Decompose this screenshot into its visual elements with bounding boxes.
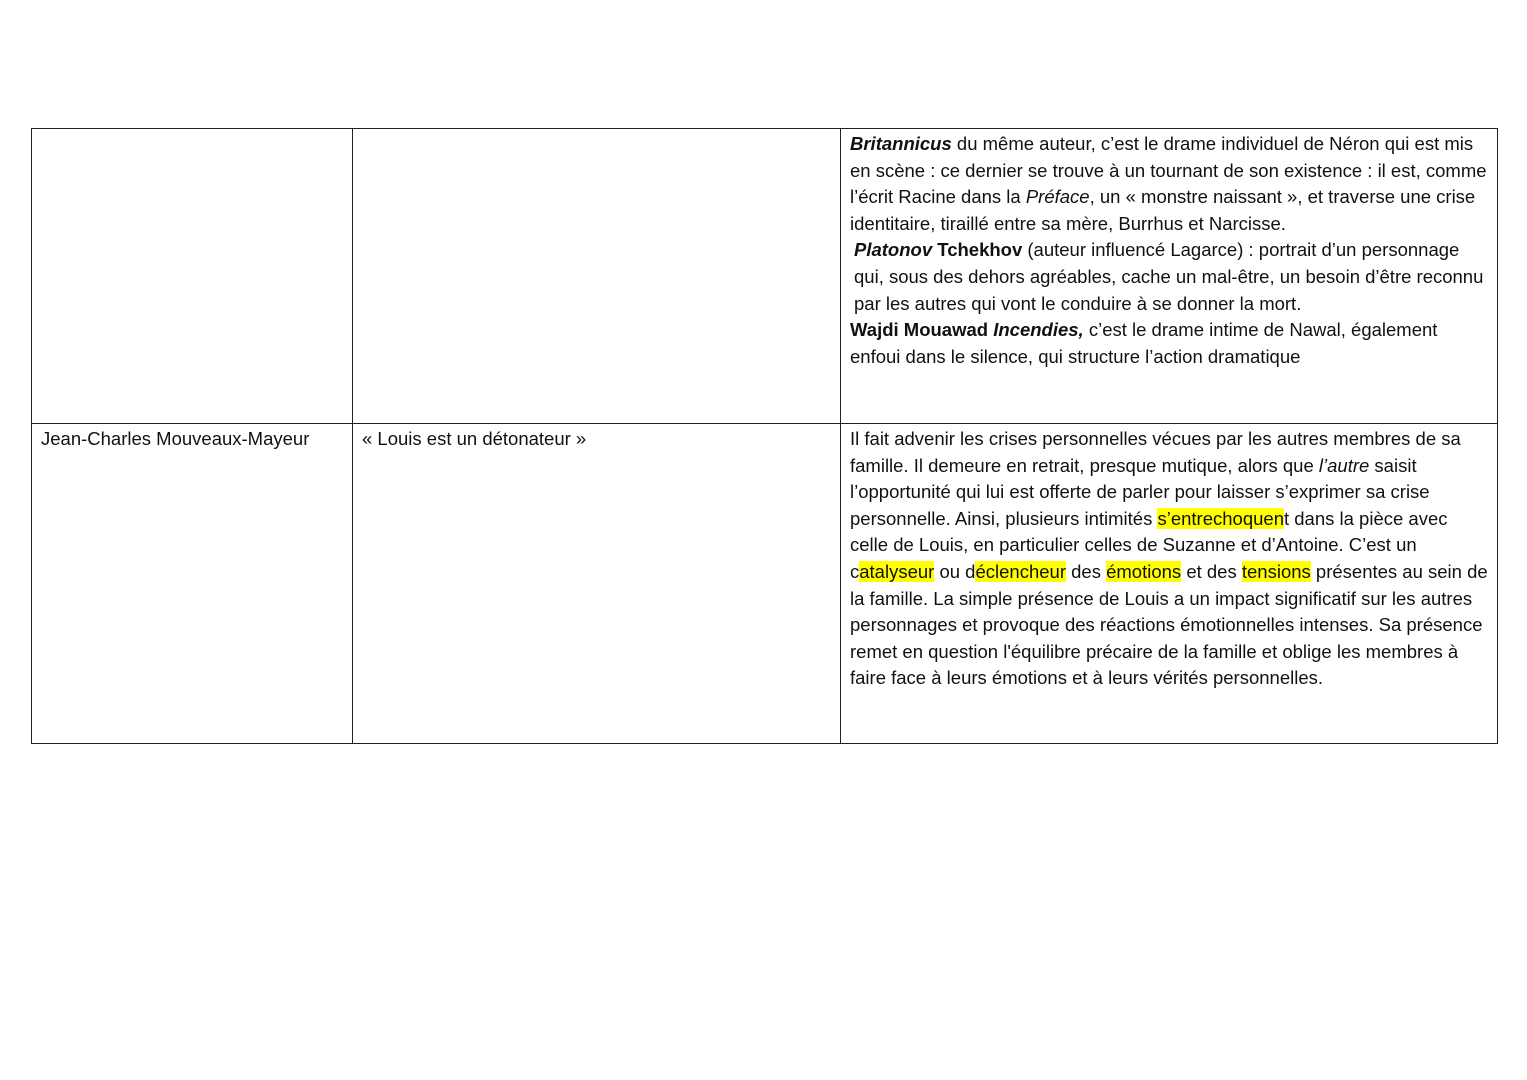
text-span: saisit l’opportunité qui lui est offerte de parler pour laisser s’exprimer sa crise personnelle. Ainsi, plusieurs intimités — [850, 454, 1430, 529]
work-title: Incendies, — [993, 319, 1084, 341]
work-title: Platonov — [854, 239, 933, 261]
paragraph-britannicus — [850, 131, 1488, 237]
highlighted-text: s’entrechoquen — [1157, 507, 1284, 529]
text-span: c’est le drame intime de Nawal, également enfoui dans le silence, qui structure l’action dramatique — [850, 319, 1438, 367]
highlighted-text: atalyseur — [859, 560, 935, 582]
work-title: Britannicus — [850, 133, 952, 154]
emphasis-text: Préface — [1025, 186, 1090, 208]
table-cell-quote — [353, 129, 841, 424]
author-name: Wajdi Mouawad — [850, 319, 994, 341]
table-row — [32, 129, 1498, 424]
table-cell-analysis — [841, 424, 1498, 744]
table-cell-author — [32, 129, 353, 424]
text-span: , un « monstre naissant », et traverse une crise identitaire, tiraillé entre sa mère, Burrhus et Narcisse. — [850, 186, 1476, 234]
table-cell-analysis — [841, 129, 1498, 424]
highlighted-text: éclencheur — [975, 560, 1066, 582]
document-table — [31, 128, 1498, 744]
paragraph-incendies — [850, 317, 1488, 370]
text-span: et des — [1181, 560, 1242, 582]
table-cell-author: Jean-Charles Mouveaux-Mayeur — [32, 424, 353, 744]
paragraph-platonov — [850, 237, 1488, 317]
text-span: Il fait advenir les crises personnelles vécues par les autres membres de sa famille. Il demeure en retrait, presque mutique, alors que — [850, 428, 1461, 476]
highlighted-text: émotions — [1106, 560, 1182, 582]
highlighted-text: tensions — [1241, 560, 1311, 582]
paragraph-detonateur — [850, 426, 1488, 692]
text-span: du même auteur, c’est le drame individuel de Néron qui est mis en scène : ce dernier se trouve à un tournant de son existence : il est, comme l’écrit Racine dans la — [850, 133, 1487, 208]
emphasis-text: l’autre — [1318, 454, 1370, 476]
text-span: présentes au sein de la famille. La simple présence de Louis a un impact significatif sur les autres personnages et provoque des réactions émotionnelles intenses. Sa présence remet en question l'équilibre précaire de la famille et oblige les membres à faire face à leurs émotions et à leurs vérités personnelles. — [850, 560, 1488, 689]
table-cell-quote: « Louis est un détonateur » — [353, 424, 841, 744]
text-span: (auteur influencé Lagarce) : portrait d’un personnage qui, sous des dehors agréables, cache un mal-être, un besoin d’être reconnu par les autres qui vont le conduire à se donner la mort. — [854, 239, 1484, 314]
text-span: ou d — [934, 560, 976, 582]
text-span: t dans la pièce avec celle de Louis, en particulier celles de Suzanne et d’Antoine. C’est un c — [850, 507, 1448, 582]
text-span: des — [1066, 560, 1107, 582]
table-row — [32, 424, 1498, 744]
author-name: Tchekhov — [932, 239, 1023, 261]
